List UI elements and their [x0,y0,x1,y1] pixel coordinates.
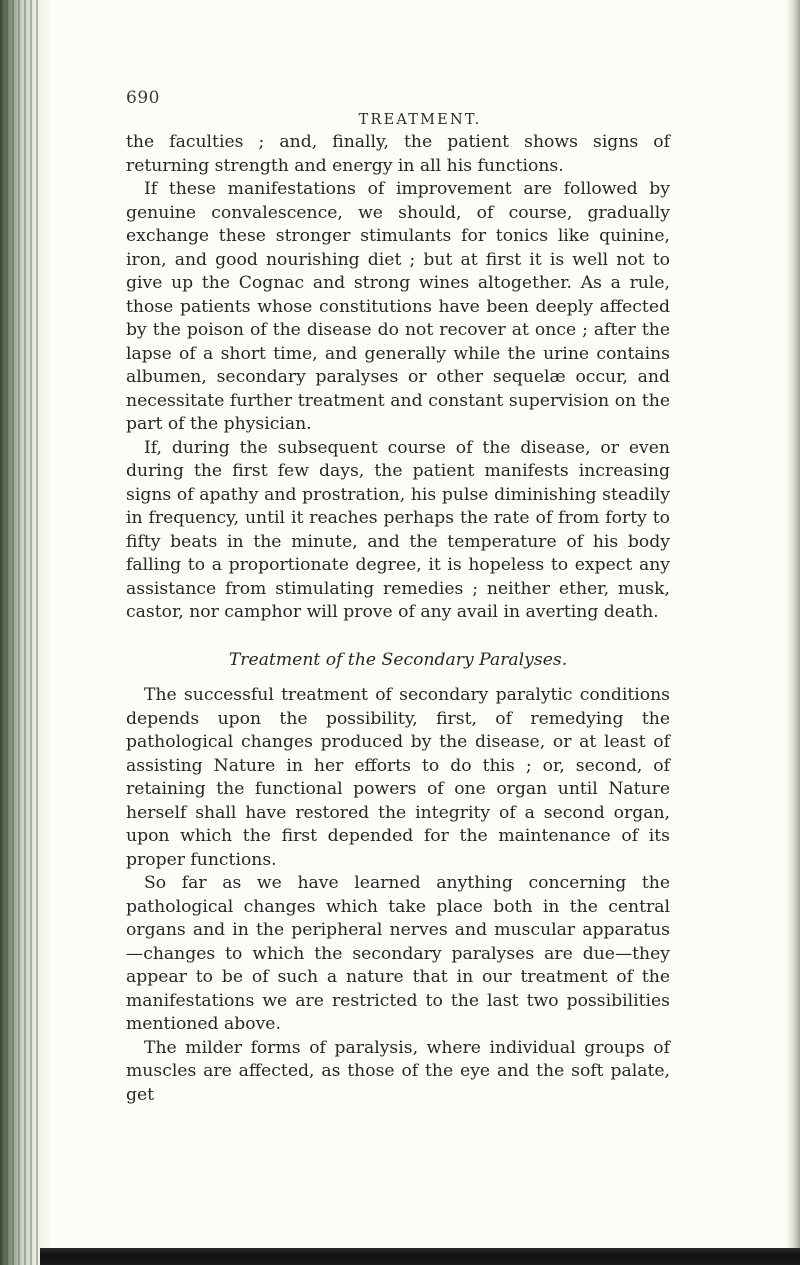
paragraph: If, during the subsequent course of the disease, or even during the first few days, the patient manifests increasing signs of apathy and prostration, his pulse diminishing steadily in frequency, until it reaches perhaps the rate of from forty to fifty beats in the minute, and the temperature of his body falling to a proportionate degree, it is hopeless to expect any assistance from stimulating remedies ; neither ether, musk, castor, nor camphor will prove of any avail in averting death. [126,437,670,622]
page-edge-shadow [786,0,800,1265]
running-head: TREATMENT. [358,112,482,128]
paragraph: If these manifestations of improvement are followed by genuine convalescence, we should, of course, gradually exchange these stronger stimulants for tonics like quinine, iron, and good nourishing diet ; but at first it is well not to give up the Cognac and strong wines altogether. As a rule, those patients whose constitutions have been deeply affected by the poison of the disease do not recover at once ; after the lapse of a short time, and generally while the urine contains albumen, secondary paralyses or other sequelæ occur, and necessitate further treatment and constant supervision on the part of the physician. [126,179,670,434]
paragraph: The milder forms of paralysis, where individual groups of muscles are affected, as those of the eye and the soft palate, get [126,1037,670,1105]
paragraph: So far as we have learned anything concerning the pathological changes which take place both in the central organs and in the peripheral nerves and muscular apparatus—changes to which the secondary paralyses are due—they appear to be of such a nature that in our treatment of the manifestations we are restricted to the last two possibilities mentioned above. [126,873,670,1034]
scan-bottom-edge [40,1248,800,1265]
body-text [126,131,670,1107]
page-number: 690 [126,88,160,108]
paragraph: The successful treatment of secondary paralytic conditions depends upon the possibility, first, of remedying the pathological changes produced by the disease, or at least of assisting Nature in her efforts to do this ; or, second, of retaining the functional powers of one organ until Nature herself shall have restored the integrity of a second organ, upon which the first depended for the maintenance of its proper functions. [126,685,670,870]
binding-texture [0,0,40,1265]
paragraph: the faculties ; and, finally, the patient shows signs of returning strength and energy in all his functions. [126,132,670,176]
section-heading: Treatment of the Secondary Paralyses. [228,649,568,670]
